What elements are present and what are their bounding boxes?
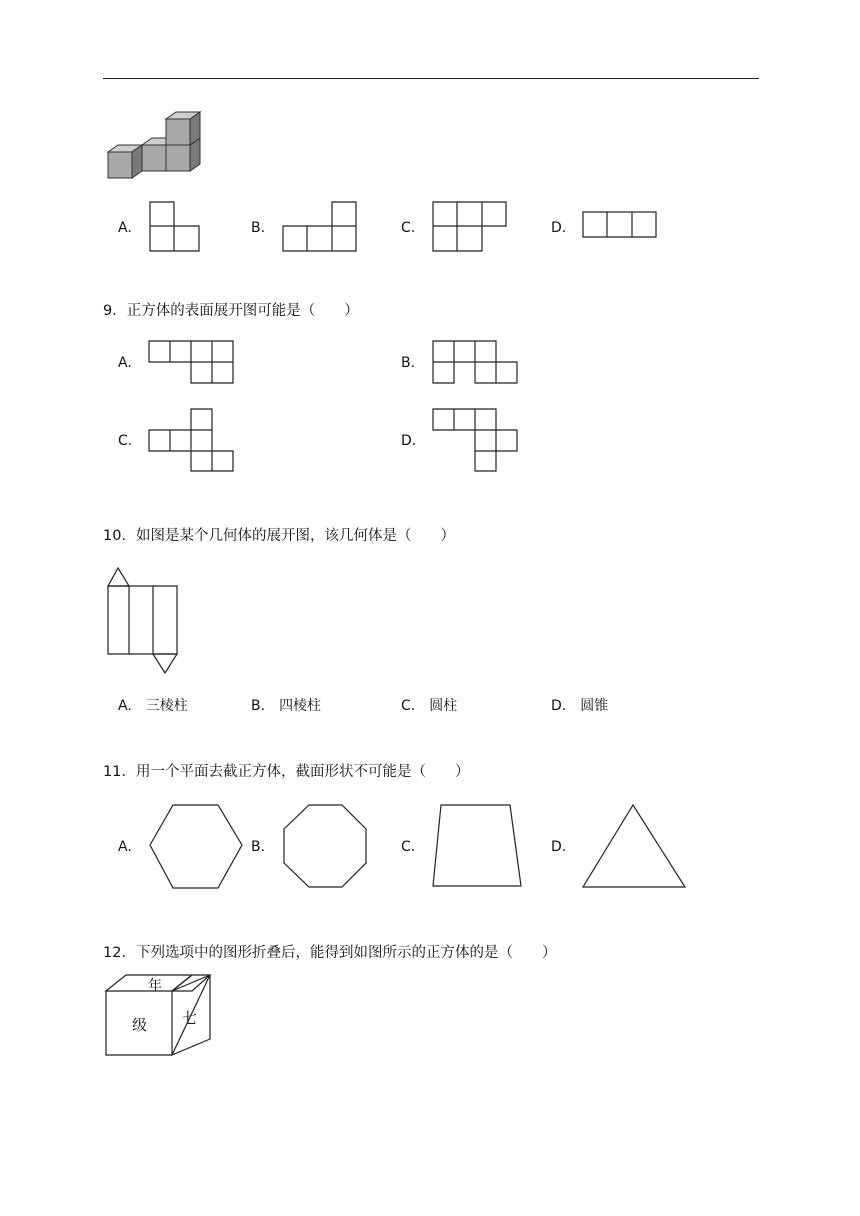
q10-option-a-text: 三棱柱 <box>145 698 188 714</box>
q8-option-c-figure[interactable] <box>431 200 511 255</box>
q9-option-d-figure[interactable] <box>431 407 521 473</box>
q12-cube-figure <box>104 973 214 1063</box>
q10-option-a[interactable] <box>118 697 188 715</box>
q10-option-c-text: 圆柱 <box>429 698 458 714</box>
q12-cube-front-label: 级 <box>132 1016 148 1034</box>
q8-option-a-figure[interactable] <box>148 200 208 255</box>
q10-net-figure <box>105 565 185 680</box>
q10-option-d-text: 圆锥 <box>580 698 609 714</box>
q9-option-a-label[interactable]: A. <box>118 355 132 371</box>
q10-option-a-label: A. <box>118 698 132 714</box>
q10-option-b[interactable] <box>251 697 321 715</box>
q11-option-b-octagon[interactable] <box>281 802 371 892</box>
q8-option-a-label[interactable]: A. <box>118 220 132 236</box>
q8-option-c-label[interactable]: C. <box>401 220 416 236</box>
q9-option-b-label[interactable]: B. <box>401 355 416 371</box>
q10-stem: 10．如图是某个几何体的展开图，该几何体是（ ） <box>103 528 455 544</box>
q8-option-d-label[interactable]: D. <box>551 220 567 236</box>
q10-option-c[interactable] <box>401 697 457 715</box>
q11-option-a-label[interactable]: A. <box>118 839 132 855</box>
q12-cube-top-label: 年 <box>148 978 162 994</box>
q11-option-b-label[interactable]: B. <box>251 839 266 855</box>
q9-option-c-label[interactable]: C. <box>118 433 133 449</box>
q8-solid-figure <box>105 110 205 190</box>
q9-option-a-figure[interactable] <box>147 339 237 385</box>
q8-option-d-figure[interactable] <box>581 210 661 240</box>
q9-option-d-label[interactable]: D. <box>401 433 417 449</box>
q10-option-b-text: 四棱柱 <box>279 698 322 714</box>
q9-option-b-figure[interactable] <box>431 339 521 385</box>
q9-stem: 9．正方体的表面展开图可能是（ ） <box>103 303 359 319</box>
q11-stem: 11．用一个平面去截正方体，截面形状不可能是（ ） <box>103 764 470 780</box>
header-rule <box>103 78 759 79</box>
q10-option-b-label: B. <box>251 698 266 714</box>
q12-stem: 12．下列选项中的图形折叠后，能得到如图所示的正方体的是（ ） <box>103 945 557 961</box>
q10-option-c-label: C. <box>401 698 416 714</box>
q10-option-d[interactable] <box>551 697 608 715</box>
q10-option-d-label: D. <box>551 698 567 714</box>
q11-option-d-triangle[interactable] <box>580 802 690 892</box>
q8-option-b-figure[interactable] <box>281 200 361 255</box>
q11-option-a-hexagon[interactable] <box>147 802 247 892</box>
q11-option-d-label[interactable]: D. <box>551 839 567 855</box>
q12-cube-side-label: 七 <box>182 1009 198 1027</box>
q11-option-c-label[interactable]: C. <box>401 839 416 855</box>
q9-option-c-figure[interactable] <box>147 407 237 473</box>
q8-option-b-label[interactable]: B. <box>251 220 266 236</box>
q11-option-c-trapezoid[interactable] <box>430 802 525 892</box>
